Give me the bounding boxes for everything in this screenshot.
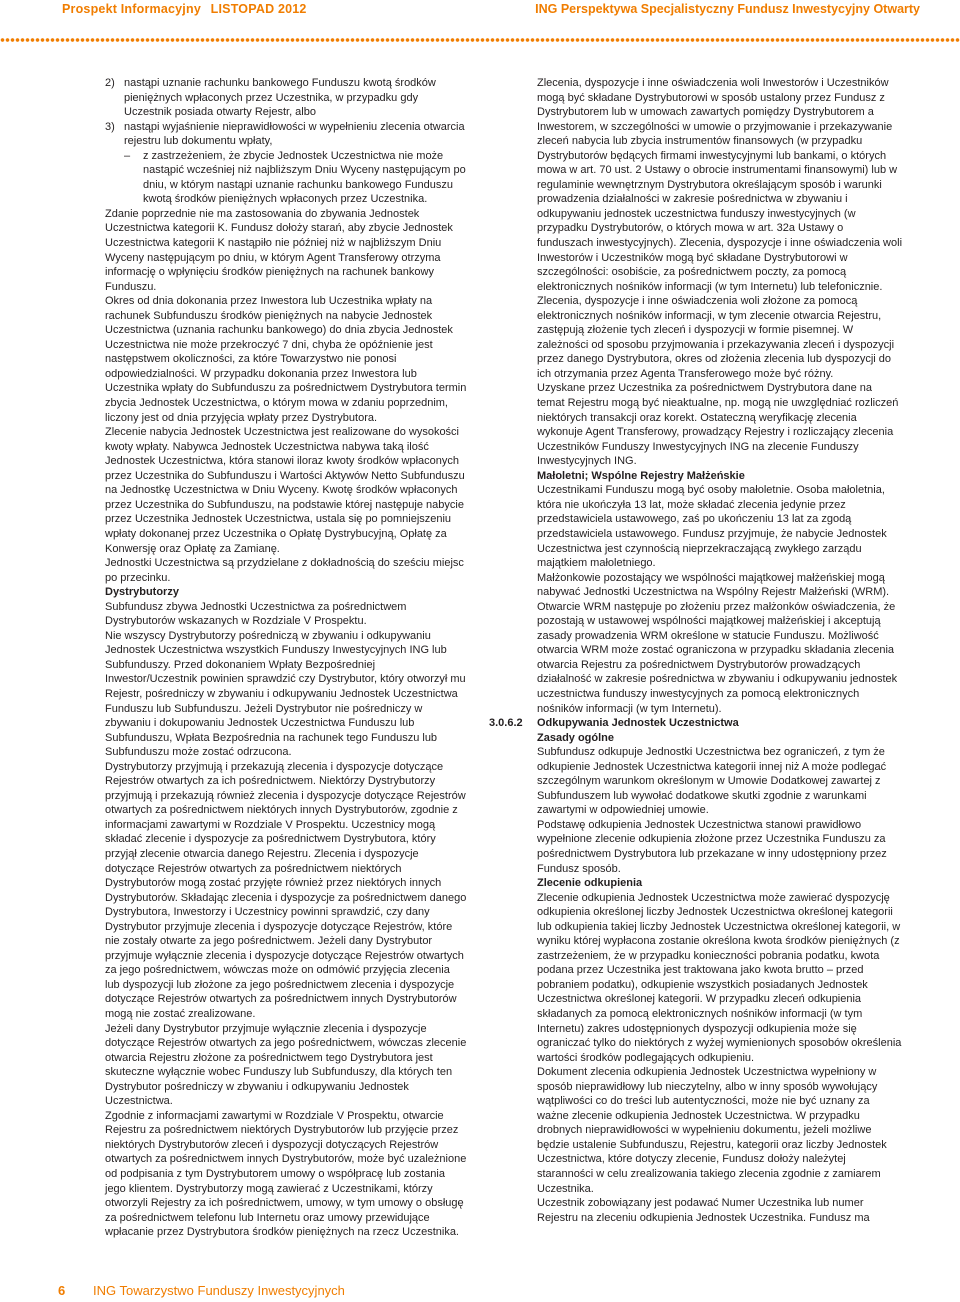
list-item: 3) nastąpi wyjaśnienie nieprawidłowości w wypełnieniu zlecenia otwarcia rejestru lub dokumentu wpłaty, xyxy=(105,120,465,148)
paragraph: Małżonkowie pozostający we wspólności majątkowej małżeńskiej mogą nabywać Jednostki Uczestnictwa na Wspólny Rejestr Małżeński (WRM). Otwarcie WRM następuje po złożeniu przez małżonków oświadczenia, że pozostają w ustawowej wspólności majątkowej małżeńskiej i akceptują zasady prowadzenia WRM określone w statucie Funduszu. Możliwość otwarcia WRM może zostać ograniczona w przypadku składania zlecenia otwarcia Rejestru za pośrednictwem Dystrybutorów prowadzących działalność w zakresie pośrednictwa w zbywaniu i odkupywaniu jednostek uczestnictwa funduszy inwestycyjnych za pomocą elektronicznych nośników informacji (w tym Internetu). xyxy=(537,571,898,715)
paragraph: Podstawę odkupienia Jednostek Uczestnictwa stanowi prawidłowo wypełnione zlecenie odkupienia złożone przez Uczestnika Funduszu za pośrednictwem Dystrybutora lub przekazane w inny udostępniony przez Fundusz sposób. xyxy=(537,818,887,875)
paragraph: Zlecenia, dyspozycje i inne oświadczenia woli Inwestorów i Uczestników mogą być składane Dystrybutorowi w sposób ustalony przez Fundusz z Dystrybutorem lub w umowach zawartych pomiędzy Dystrybutorem a Inwestorem, w szczególności w umowie o przyjmowanie i przekazywanie zleceń nabycia lub zbycia instrumentów finansowych (w przypadku Dystrybutorów będących firmami inwestycyjnymi lub bankami, o których mowa w art. 70 ust. 2 Ustawy o obrocie instrumentami finansowymi) lub w regulaminie wewnętrznym Dystrybutora określającym sposób i warunki prowadzenia działalności w zakresie pośrednictwa w zbywaniu i odkupywaniu jednostek uczestnictwa funduszy inwestycyjnych (w przypadku Dystrybutorów, o których mowa w art. 32a Ustawy o funduszach inwestycyjnych). Zlecenia, dyspozycje i inne oświadczenia woli Inwestorów i Uczestników mogą być składane Dystrybutorowi w szczególności: osobiście, za pośrednictwem poczty, za pomocą elektronicznych nośników informacji (w tym Internetu) lub telefonicznie. Zlecenia, dyspozycje i inne oświadczenia woli złożone za pomocą elektronicznych nośników informacji, w tym zlecenie otwarcia Rejestru, zastępują złożenie tych zleceń i dyspozycji w formie pisemnej. W zależności od sposobu przyjmowania i przekazywania zleceń i dyspozycji przez danego Dystrybutora, okres od złożenia zlecenia lub dyspozycji do ich otrzymania przez Agenta Transferowego może być różny. xyxy=(537,77,903,380)
left-column xyxy=(105,76,467,1240)
paragraph: Uczestnik zobowiązany jest podawać Numer Uczestnika lub numer Rejestru na zleceniu odkupienia Jednostek Uczestnika. Fundusz ma xyxy=(537,1197,870,1224)
paragraph: Dokument zlecenia odkupienia Jednostek Uczestnictwa wypełniony w sposób nieprawidłowy lub nieczytelny, albo w inny sposób wywołujący wątpliwości co do treści lub autentyczności, może nie być uznany za ważne zlecenie odkupienia Jednostek Uczestnictwa. W przypadku drobnych nieprawidłowości w wypełnieniu dokumentu, jeżeli możliwe będzie ustalenie Subfunduszu, Rejestru, kategorii oraz liczby Jednostek Uczestnictwa, które dotyczy zlecenie, Fundusz dołoży należytej staranności w celu zrealizowania takiego zlecenia zgodnie z zamiarem Uczestnika. xyxy=(537,1066,887,1195)
page-footer xyxy=(0,1283,960,1301)
page-header xyxy=(0,0,960,22)
paragraph: Zdanie poprzednie nie ma zastosowania do zbywania Jednostek Uczestnictwa kategorii K. Fundusz dołoży starań, aby zbycie Jednostek Uczestnictwa kategorii K nastąpiło nie później niż w najbliższym Dniu Wyceny następującym po dniu, w którym Agent Transferowy otrzyma informację o wpłynięciu środków pieniężnych na rachunek bankowy Funduszu. xyxy=(105,207,453,293)
paragraph: Subfundusz odkupuje Jednostki Uczestnictwa bez ograniczeń, z tym że odkupienie Jednostek Uczestnictwa kategorii innej niż A może podlegać szczególnym warunkom określonym w Umowie Dodatkowej zawartej z Subfunduszem lub wywołać dodatkowe skutki zgodnie z warunkami zawartymi w odpowiedniej umowie. xyxy=(537,746,887,817)
header-left xyxy=(62,2,307,16)
subheading-general-rules: Zasady ogólne xyxy=(537,731,615,744)
paragraph: Subfundusz zbywa Jednostki Uczestnictwa za pośrednictwem Dystrybutorów wskazanych w Rozdziale V Prospektu. xyxy=(105,600,407,628)
paragraph: Okres od dnia dokonania przez Inwestora lub Uczestnika wpłaty na rachunek Subfunduszu środków pieniężnych na nabycie Jednostek Uczestnictwa (uznania rachunku bankowego) do dnia zbycia Jednostek Uczestnictwa nie może przekroczyć 7 dni, chyba że opóźnienie jest następstwem okoliczności, za które Towarzystwo nie ponosi odpowiedzialności. W przypadku dokonania przez Inwestora lub Uczestnika wpłaty do Subfunduszu za pośrednictwem Dystrybutora termin zbycia Jednostek Uczestnictwa, o którym mowa w zdaniu poprzednim, liczony jest od dnia przyjęcia wpłaty przez Dystrybutora. xyxy=(105,295,467,424)
prospectus-title: Prospekt Informacyjny xyxy=(62,2,201,16)
paragraph: Zlecenie nabycia Jednostek Uczestnictwa jest realizowane do wysokości kwoty wpłaty. Nabywca Jednostek Uczestnictwa nabywa taką ilość Jednostek Uczestnictwa, która stanowi iloraz kwoty środków wpłaconych przez Uczestnika do Subfunduszu i Wartości Aktywów Netto Subfunduszu na Jednostkę Uczestnictwa w Dniu Wyceny. Kwotę środków wpłaconych przez Uczestnika do Subfunduszu, na podstawie której następuje nabycie przez Uczestnika Jednostek Uczestnictwa, ustala się po pomniejszeniu wpłaty dokonanej przez Uczestnika o Opłatę Dystrybucyjną, Opłatę za Konwersję oraz Opłatę za Zamianę. xyxy=(105,426,465,555)
prospectus-date: LISTOPAD 2012 xyxy=(210,2,307,16)
right-column xyxy=(489,76,903,1225)
dotted-divider xyxy=(0,36,960,44)
paragraph: Jednostki Uczestnictwa są przydzielane z dokładnością do sześciu miejsc po przecinku. xyxy=(105,557,464,584)
section-heading-minors: Małoletni; Wspólne Rejestry Małżeńskie xyxy=(537,469,745,482)
subheading-redemption-order: Zlecenie odkupienia xyxy=(537,877,643,890)
section-heading-redemption xyxy=(489,716,902,731)
section-title: Odkupywania Jednostek Uczestnictwa xyxy=(537,717,739,730)
paragraph: Zgodnie z informacjami zawartymi w Rozdziale V Prospektu, otwarcie Rejestru za pośrednictwem niektórych Dystrybutorów lub przyjęcie przez niektórych Dystrybutorów zleceń i dyspozycji dotyczących Rejestrów otwartych za pośrednictwem innych Dystrybutorów, może być uzależnione od podpisania z tym Dystrybutorem umowy o współpracę lub zostania jego klientem. Dystrybutorzy mogą zawierać z Uczestnikami, którzy otworzyli Rejestry za ich pośrednictwem, umowy, w tym umowy o obsługę za pośrednictwem telefonu lub Internetu oraz umowy przewidujące wpłacanie przez Dystrybutora środków pieniężnych na rzecz Uczestnika. xyxy=(105,1109,467,1239)
fund-name: ING Perspektywa Specjalistyczny Fundusz Inwestycyjny Otwarty xyxy=(535,2,920,16)
page-number: 6 xyxy=(58,1283,66,1298)
paragraph: Uzyskane przez Uczestnika za pośrednictwem Dystrybutora dane na temat Rejestru mogą być nieaktualne, np. mogą nie uwzględniać rozliczeń niektórych transakcji oraz korekt. Ostateczną weryfikację zlecenia wykonuje Agent Transferowy, prowadzący Rejestry i rozliczający zlecenia Uczestników Funduszy Inwestycyjnych ING na zlecenie Funduszy Inwestycyjnych ING. xyxy=(537,382,899,468)
publisher-name: ING Towarzystwo Funduszy Inwestycyjnych xyxy=(93,1283,345,1298)
section-heading-distributors: Dystrybutorzy xyxy=(105,586,179,599)
dash-item: – z zastrzeżeniem, że zbycie Jednostek Uczestnictwa nie może nastąpić wcześniej niż najbliższym Dniu Wyceny następującym po dniu, w którym nastąpi uznanie rachunku bankowego Funduszu kwotą środków pieniężnych wpłaconych przez Uczestnika. xyxy=(124,149,466,206)
paragraph: Jeżeli dany Dystrybutor przyjmuje wyłącznie zlecenia i dyspozycje dotyczące Rejestrów otwartych za jego pośrednictwem, wówczas zlecenie otwarcia Rejestru złożone za pośrednictwem tego Dystrybutora jest skuteczne wyłącznie wobec Funduszy lub Subfunduszy, dla których ten Dystrybutor pośredniczy w zbywaniu i odkupywaniu Jednostek Uczestnictwa. xyxy=(105,1022,467,1108)
paragraph: Nie wszyscy Dystrybutorzy pośredniczą w zbywaniu i odkupywaniu Jednostek Uczestnictwa wszystkich Funduszy Inwestycyjnych ING lub Subfunduszy. Przed dokonaniem Wpłaty Bezpośredniej Inwestor/Uczestnik powinien sprawdzić czy Dystrybutor, który otworzył mu Rejestr, pośredniczy w zbywaniu i odkupywaniu Jednostek Uczestnictwa Funduszu lub Subfunduszu. Jeżeli Dystrybutor nie pośredniczy w zbywaniu i dokupowaniu Jednostek Uczestnictwa Funduszu lub Subfunduszu, Wpłata Bezpośrednia na rachunek tego Funduszu lub Subfunduszu może zostać odrzucona. xyxy=(105,629,466,759)
section-number: 3.0.6.2 xyxy=(489,717,523,730)
paragraph: Uczestnikami Funduszu mogą być osoby małoletnie. Osoba małoletnia, która nie ukończyła 13 lat, może składać zlecenia jedynie przez przedstawiciela ustawowego, zaś po ukończeniu 13 lat za zgodą przedstawiciela ustawowego. Fundusz przyjmuje, że nabycie Jednostek Uczestnictwa jest czynnością nieprzekraczającą zwykłego zarządu majątkiem małoletniego. xyxy=(537,484,887,570)
list-item: 2) nastąpi uznanie rachunku bankowego Funduszu kwotą środków pieniężnych wpłaconych przez Uczestnika, w przypadku gdy Uczestnik posiada otwarty Rejestr, albo xyxy=(105,77,436,119)
paragraph: Zlecenie odkupienia Jednostek Uczestnictwa może zawierać dyspozycję odkupienia określonej liczby Jednostek Uczestnictwa określonej kategorii lub odkupienia takiej liczby Jednostek Uczestnictwa określonej kategorii, w wyniku której wypłacona zostanie określona kwota środków pieniężnych (z zastrzeżeniem, że w przypadku konieczności pobrania podatku, kwota podana przez Uczestnika jest traktowana jako kwota brutto – przed pobraniem podatku), odkupienie wszystkich posiadanych Jednostek Uczestnictwa określonej kategorii. W przypadku zleceń odkupienia składanych za pomocą elektronicznych nośników informacji (w tym Internetu) zakres udostępnionych dyspozycji odkupienia może się ograniczać tylko do niektórych z wyżej wymienionych sposobów określenia wartości środków podlegających odkupieniu. xyxy=(537,891,902,1064)
paragraph: Dystrybutorzy przyjmują i przekazują zlecenia i dyspozycje dotyczące Rejestrów otwartych za ich pośrednictwem. Niektórzy Dystrybutorzy przyjmują i przekazują również zlecenia i dyspozycje dotyczące Rejestrów otwartych za pośrednictwem niektórych innych Dystrybutorów, zgodnie z informacjami zawartymi w Rozdziale V Prospektu. Uczestnicy mogą składać zlecenie i dyspozycje za pośrednictwem Dystrybutora, który przyjął zlecenie otwarcia danego Rejestru. Zlecenia i dyspozycje dotyczące Rejestrów otwartych za pośrednictwem niektórych Dystrybutorów mogą zostać przyjęte również przez niektórych innych Dystrybutorów. Składając zlecenia i dyspozycje za pośrednictwem danego Dystrybutora, Inwestorzy i Uczestnicy powinni sprawdzić, czy dany Dystrybutor przyjmuje zlecenia i dyspozycje dotyczące Rejestrów, które nie zostały otwarte za jego pośrednictwem. Jeżeli dany Dystrybutor przyjmuje wyłącznie zlecenia i dyspozycje dotyczące Rejestrów otwartych za jego pośrednictwem, wówczas może on odmówić przyjęcia zlecenia lub dyspozycji lub złożone za jego pośrednictwem zlecenia i dyspozycje dotyczące Rejestrów otwartych za pośrednictwem innych Dystrybutorów mogą nie zostać zrealizowane. xyxy=(105,760,467,1020)
